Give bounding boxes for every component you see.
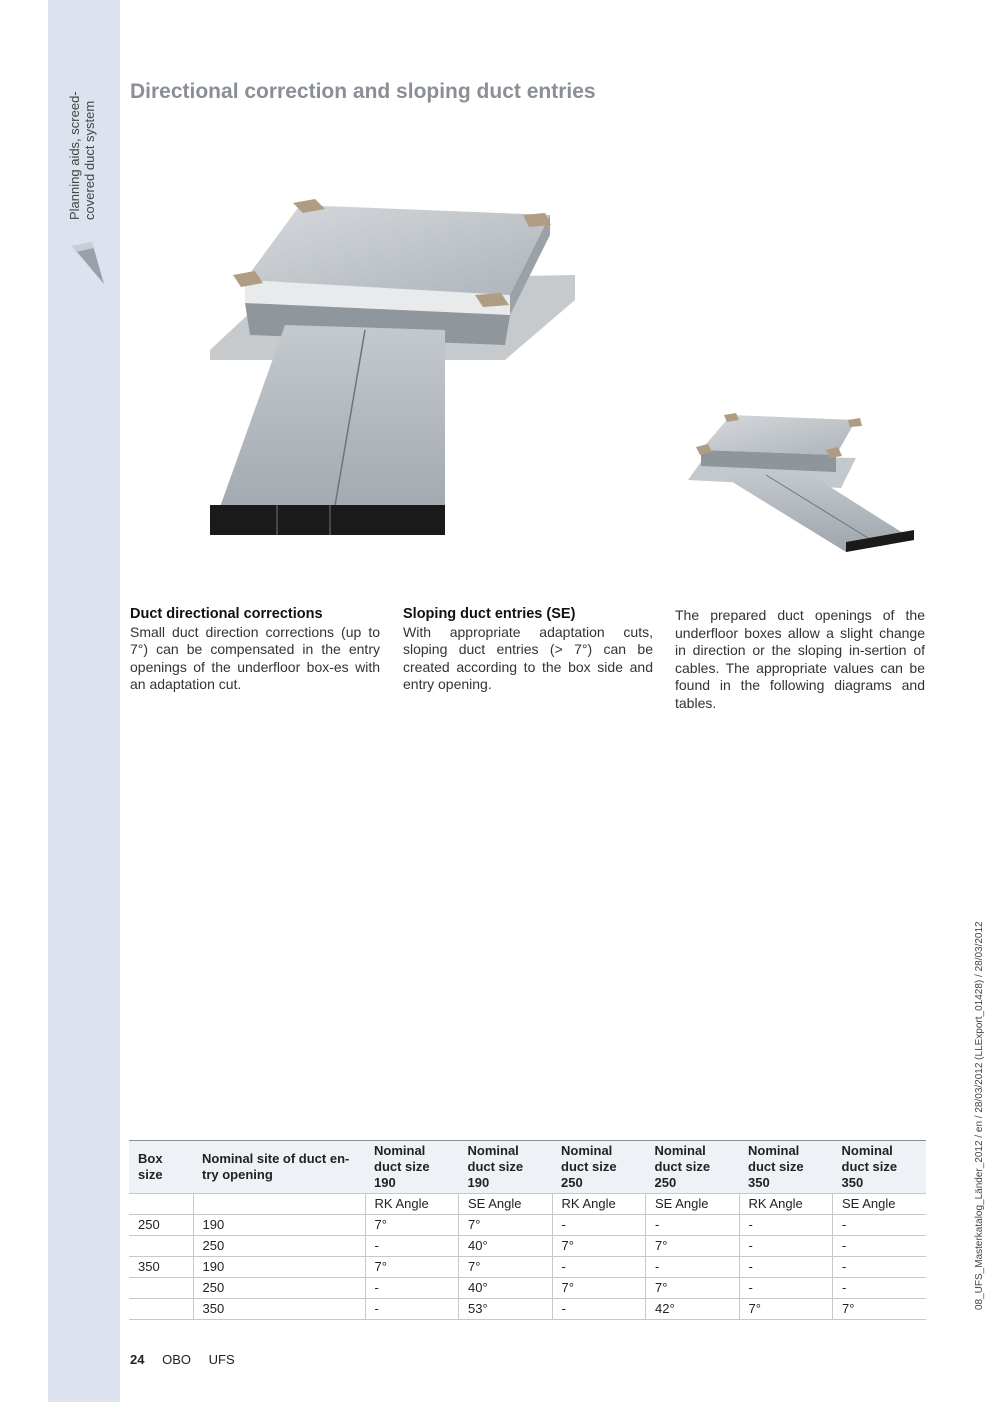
table-cell: -	[833, 1215, 927, 1236]
table-cell: 350	[193, 1299, 365, 1320]
footer-brand: OBO	[162, 1352, 191, 1367]
table-cell: 190	[193, 1215, 365, 1236]
section-prepared-openings	[675, 607, 925, 712]
table-cell: 350	[129, 1257, 193, 1278]
section-duct-directional-corrections	[130, 606, 380, 694]
table-cell	[129, 1278, 193, 1299]
table-cell	[193, 1194, 365, 1215]
table-cell	[129, 1299, 193, 1320]
table-cell: 40°	[459, 1278, 553, 1299]
page-number: 24	[130, 1352, 145, 1367]
table-cell: -	[552, 1215, 646, 1236]
table-cell: 7°	[552, 1278, 646, 1299]
table-cell: 42°	[646, 1299, 740, 1320]
table-cell: RK Angle	[739, 1194, 833, 1215]
table-cell: -	[552, 1299, 646, 1320]
table-header-cell: Nominal duct size 190	[365, 1141, 459, 1194]
table-cell: 250	[193, 1236, 365, 1257]
table-cell: -	[833, 1257, 927, 1278]
table-header-cell: Nominal duct size 350	[739, 1141, 833, 1194]
table-cell: -	[646, 1215, 740, 1236]
table-cell: -	[365, 1299, 459, 1320]
table-cell: -	[365, 1236, 459, 1257]
table-cell: -	[739, 1257, 833, 1278]
table-row	[129, 1215, 926, 1236]
table-cell: 7°	[459, 1215, 553, 1236]
table-cell: 7°	[459, 1257, 553, 1278]
underfloor-box-with-duct-photo	[205, 185, 650, 540]
table-row	[129, 1299, 926, 1320]
table-cell: -	[739, 1215, 833, 1236]
table-cell: RK Angle	[552, 1194, 646, 1215]
table-header-cell: Nominal duct size 190	[459, 1141, 553, 1194]
section-body: With appropriate adaptation cuts, sloping duct entries (> 7°) can be created according to the box side and entry opening.	[403, 623, 653, 692]
table-subheader-row	[129, 1194, 926, 1215]
table-header-cell: Box size	[129, 1141, 193, 1194]
table-cell	[129, 1236, 193, 1257]
table-row	[129, 1257, 926, 1278]
table-cell: 7°	[833, 1299, 927, 1320]
page-footer	[130, 1352, 249, 1367]
table-cell: 40°	[459, 1236, 553, 1257]
table-cell: -	[739, 1278, 833, 1299]
section-body: The prepared duct openings of the underfloor boxes allow a slight change in direction or the sloping in-sertion of cables. The appropriate values can be found in the following diagrams and tables.	[675, 607, 925, 711]
table-cell: 250	[193, 1278, 365, 1299]
table-cell: 53°	[459, 1299, 553, 1320]
table-cell	[129, 1194, 193, 1215]
table-header-row	[129, 1141, 926, 1194]
sloping-duct-entry-photo	[676, 400, 926, 580]
table-cell: SE Angle	[459, 1194, 553, 1215]
table-header-cell: Nominal duct size 250	[552, 1141, 646, 1194]
table-cell: 7°	[739, 1299, 833, 1320]
chapter-arrow-icon	[70, 240, 106, 286]
section-sloping-duct-entries	[403, 606, 653, 694]
table-cell: 7°	[646, 1236, 740, 1257]
section-heading: Duct directional corrections	[130, 606, 323, 622]
sidebar-label-line-2: covered duct system	[82, 100, 97, 220]
table-cell: SE Angle	[646, 1194, 740, 1215]
table-row	[129, 1236, 926, 1257]
page-title: Directional correction and sloping duct entries	[130, 80, 596, 103]
sidebar-section-label	[67, 91, 97, 220]
table-cell: -	[646, 1257, 740, 1278]
table-cell: 250	[129, 1215, 193, 1236]
angle-table	[129, 1140, 926, 1320]
footer-product: UFS	[208, 1352, 235, 1367]
table-cell: 7°	[552, 1236, 646, 1257]
table-cell: 7°	[365, 1257, 459, 1278]
sidebar-label-line-1: Planning aids, screed-	[67, 91, 82, 220]
table-header-cell: Nominal site of duct en-try opening	[193, 1141, 365, 1194]
table-cell: -	[833, 1278, 927, 1299]
print-job-note: 08_UFS_Masterkatalog_Länder_2012 / en / 28/03/2012 (LLExport_01428) / 28/03/2012	[974, 921, 985, 1310]
table-cell: -	[552, 1257, 646, 1278]
section-body: Small duct direction corrections (up to 7°) can be compensated in the entry openings of the underfloor box-es with an adaptation cut.	[130, 623, 380, 692]
table-cell: 7°	[646, 1278, 740, 1299]
table-header-cell: Nominal duct size 350	[833, 1141, 927, 1194]
table-row	[129, 1278, 926, 1299]
table-cell: SE Angle	[833, 1194, 927, 1215]
table-cell: 7°	[365, 1215, 459, 1236]
table-cell: -	[365, 1278, 459, 1299]
table-cell: RK Angle	[365, 1194, 459, 1215]
section-heading: Sloping duct entries (SE)	[403, 606, 576, 622]
table-cell: 190	[193, 1257, 365, 1278]
table-header-cell: Nominal duct size 250	[646, 1141, 740, 1194]
table-cell: -	[739, 1236, 833, 1257]
table-cell: -	[833, 1236, 927, 1257]
